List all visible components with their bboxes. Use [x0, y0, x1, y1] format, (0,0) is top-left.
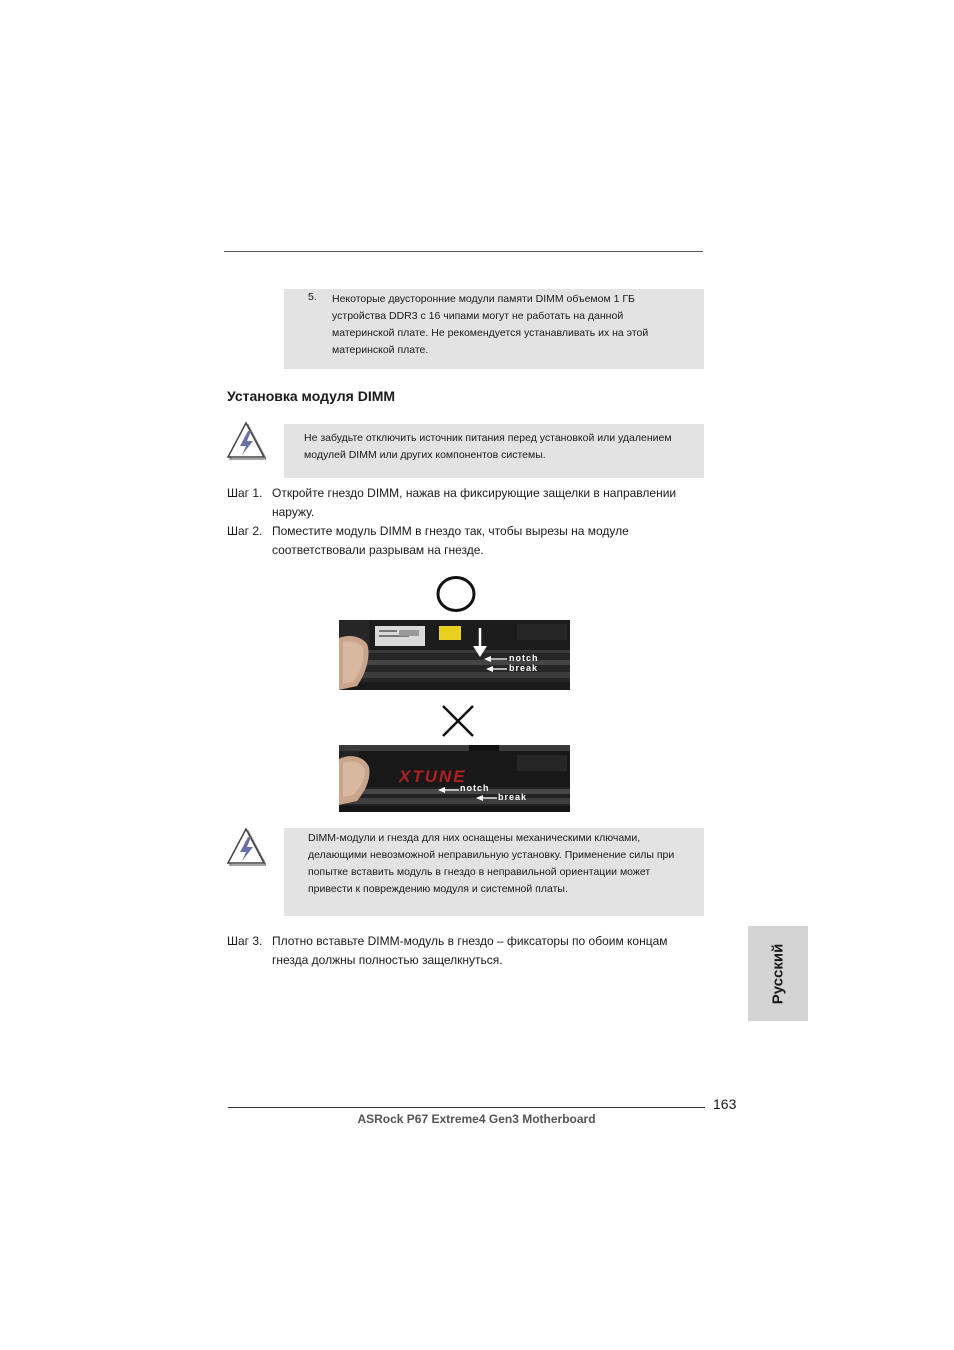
step-text: Поместите модуль DIMM в гнездо так, чтобы вырезы на модуле соответствовали разрывам на гнезде.	[272, 524, 629, 557]
footer-title: ASRock P67 Extreme4 Gen3 Motherboard	[357, 1112, 596, 1126]
correct-circle-icon	[436, 575, 476, 618]
notch-label: notch	[509, 653, 539, 663]
step-text: Откройте гнездо DIMM, нажав на фиксирующие защелки в направлении наружу.	[272, 486, 677, 519]
page-number: 163	[713, 1096, 737, 1112]
dimm-photo-wrong	[339, 745, 570, 812]
step-label: Шаг 3.	[227, 934, 263, 948]
break-label: break	[509, 663, 539, 673]
section-title: Установка модуля DIMM	[227, 388, 396, 404]
break-label: break	[498, 792, 528, 802]
warning-icon	[226, 420, 266, 465]
warning-text-keys: DIMM-модули и гнезда для них оснащены механическими ключами, делающими невозможной неправильную установку. Применение силы при попытке вставить модуль в гнездо в неправильной ориентации может привести к повреждению модуля и системной платы.	[308, 832, 675, 895]
dimm-photo-correct	[339, 620, 570, 690]
step-1	[227, 484, 707, 524]
step-label: Шаг 1.	[227, 486, 263, 500]
header-rule	[224, 251, 703, 252]
step-label: Шаг 2.	[227, 524, 263, 538]
footer-rule	[228, 1107, 705, 1108]
note-box	[284, 289, 704, 369]
notch-label: notch	[460, 783, 490, 793]
language-tab	[748, 926, 808, 1021]
warning-text-power: Не забудьте отключить источник питания перед установкой или удалением модулей DIMM или других компонентов системы.	[304, 432, 672, 461]
warning-box-power	[284, 424, 704, 478]
xtune-logo: XTUNE	[399, 767, 467, 786]
warning-box-keys	[284, 828, 704, 916]
step-3	[227, 932, 707, 972]
note-text: Некоторые двусторонние модули памяти DIMM объемом 1 ГБ устройства DDR3 с 16 чипами могут не работать на данной материнской плате. Не рекомендуется устанавливать их на этой материнской плате.	[332, 293, 649, 356]
language-tab-label: Русский	[769, 943, 787, 1004]
step-text: Плотно вставьте DIMM-модуль в гнездо – фиксаторы по обоим концам гнезда должны полностью защелкнуться.	[272, 934, 668, 967]
note-number: 5.	[308, 291, 317, 303]
arrow-icon	[473, 628, 487, 657]
wrong-cross-icon	[440, 703, 476, 744]
step-2	[227, 522, 707, 562]
warning-icon	[226, 826, 266, 871]
